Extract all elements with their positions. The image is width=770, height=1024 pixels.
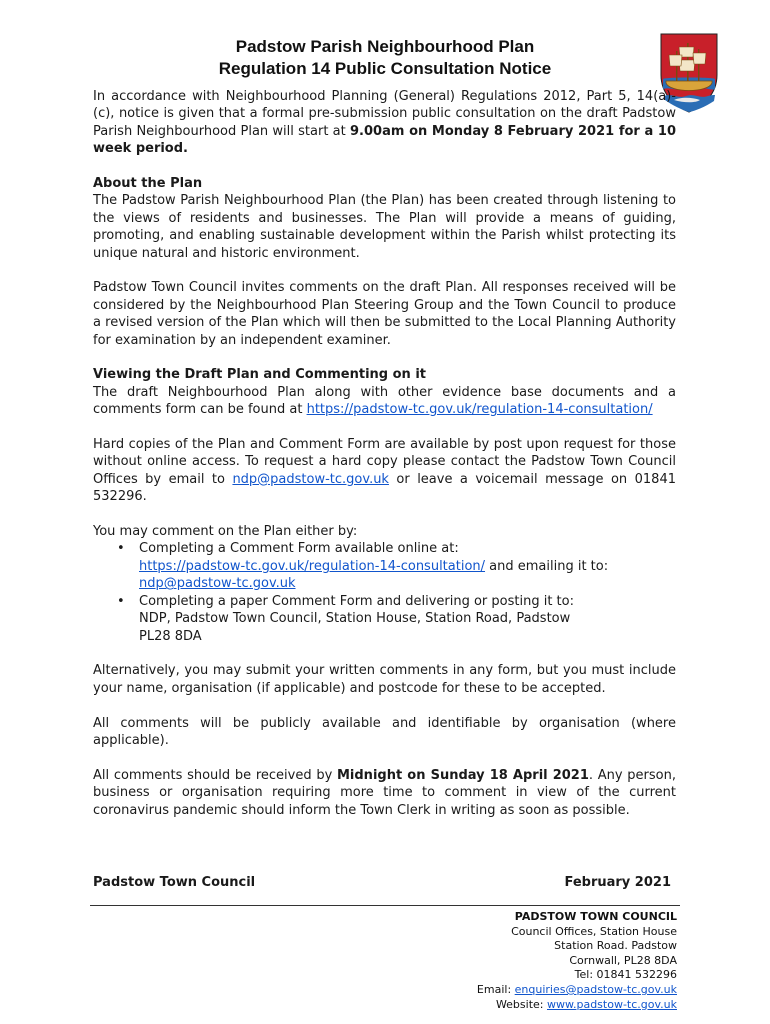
method-online bbox=[139, 540, 676, 592]
footer-address-3: Cornwall, PL28 8DA bbox=[569, 953, 677, 967]
footer-org: PADSTOW TOWN COUNCIL bbox=[514, 910, 677, 923]
footer-tel: Tel: 01841 532296 bbox=[574, 968, 677, 982]
viewing-heading: Viewing the Draft Plan and Commenting on it bbox=[93, 367, 427, 383]
deadline-date: Midnight on Sunday 18 April 2021 bbox=[336, 767, 589, 783]
method-online-mid: and emailing it to: bbox=[485, 558, 609, 574]
methods-list bbox=[93, 540, 676, 644]
method-online-email-link[interactable]: ndp@padstow-tc.gov.uk bbox=[139, 576, 296, 592]
method-online-link[interactable]: https://padstow-tc.gov.uk/regulation-14-consultation/ bbox=[139, 558, 486, 574]
method-paper bbox=[139, 593, 676, 645]
deadline-post: . Any person, business or organisation requiring more time to comment in view of the current coronavirus pandemic should inform the Town Clerk in writing as soon as possible. bbox=[93, 767, 676, 818]
viewing-paragraph-1 bbox=[93, 384, 676, 419]
signoff-row bbox=[93, 874, 671, 891]
footer-email-link[interactable]: enquiries@padstow-tc.gov.uk bbox=[514, 982, 677, 996]
notice-body bbox=[93, 88, 676, 819]
footer-web-line bbox=[477, 998, 677, 1013]
alternative-paragraph: Alternatively, you may submit your written comments in any form, but you must include your name, organisation (if applicable) and postcode for these to be accepted. bbox=[93, 663, 676, 696]
viewing-text: The draft Neighbourhood Plan along with other evidence base documents and a comments form can be found at bbox=[93, 384, 676, 418]
methods-intro: You may comment on the Plan either by: bbox=[93, 524, 358, 540]
method-online-text: Completing a Comment Form available online at: bbox=[139, 541, 459, 557]
consultation-link[interactable]: https://padstow-tc.gov.uk/regulation-14-consultation/ bbox=[306, 402, 653, 418]
method-paper-postcode: PL28 8DA bbox=[139, 628, 202, 644]
intro-start-date: 9.00am on Monday 8 February 2021 for a 10 week period. bbox=[93, 123, 676, 157]
intro-text: In accordance with Neighbourhood Planning (General) Regulations 2012, Part 5, 14(a)-(c), notice is given that a formal pre-submission public consultation on the draft Padstow Parish Neighbourhood Plan will start at bbox=[93, 89, 676, 139]
document-title: Padstow Parish Neighbourhood Plan bbox=[235, 37, 535, 56]
signoff-org: Padstow Town Council bbox=[93, 875, 256, 890]
footer-web-link[interactable]: www.padstow-tc.gov.uk bbox=[547, 997, 677, 1011]
document-subtitle: Regulation 14 Public Consultation Notice bbox=[218, 59, 552, 78]
method-paper-text: Completing a paper Comment Form and delivering or posting it to: bbox=[139, 593, 574, 609]
footer-email-label: Email: bbox=[476, 982, 515, 996]
signoff-date: February 2021 bbox=[564, 875, 671, 890]
deadline-pre: All comments should be received by bbox=[93, 767, 337, 783]
about-paragraph-2: Padstow Town Council invites comments on the draft Plan. All responses received will be considered by the Neighbourhood Plan Steering Group and the Town Council to produce a revised version of the Plan which will then be submitted to the Local Planning Authority for examination by an independent examiner. bbox=[93, 280, 676, 348]
hardcopy-tail: or leave a voicemail message on 01841 532296. bbox=[93, 471, 676, 505]
footer-email-line bbox=[477, 983, 677, 998]
footer-address-2: Station Road. Padstow bbox=[554, 939, 677, 953]
deadline-paragraph bbox=[93, 767, 676, 819]
about-paragraph-1: The Padstow Parish Neighbourhood Plan (the Plan) has been created through listening to the views of residents and businesses. The Plan will provide a means of guiding, promoting, and enabling sustainable development within the Parish whilst protecting its unique natural and historic environment. bbox=[93, 193, 676, 261]
footer-web-label: Website: bbox=[495, 997, 547, 1011]
footer-divider bbox=[90, 905, 680, 906]
intro-paragraph bbox=[93, 88, 676, 158]
footer-contact-block bbox=[477, 910, 677, 1012]
about-heading: About the Plan bbox=[93, 176, 203, 192]
hardcopy-text: Hard copies of the Plan and Comment Form are available by post upon request for those without online access. To request a hard copy please contact the Padstow Town Council Offices by email to bbox=[93, 437, 676, 487]
viewing-paragraph-2 bbox=[93, 436, 676, 506]
footer-address-1: Council Offices, Station House bbox=[511, 924, 677, 938]
method-paper-address: NDP, Padstow Town Council, Station House, Station Road, Padstow bbox=[139, 611, 571, 627]
ndp-email-link[interactable]: ndp@padstow-tc.gov.uk bbox=[232, 471, 389, 487]
public-paragraph: All comments will be publicly available and identifiable by organisation (where applicable). bbox=[93, 715, 676, 748]
